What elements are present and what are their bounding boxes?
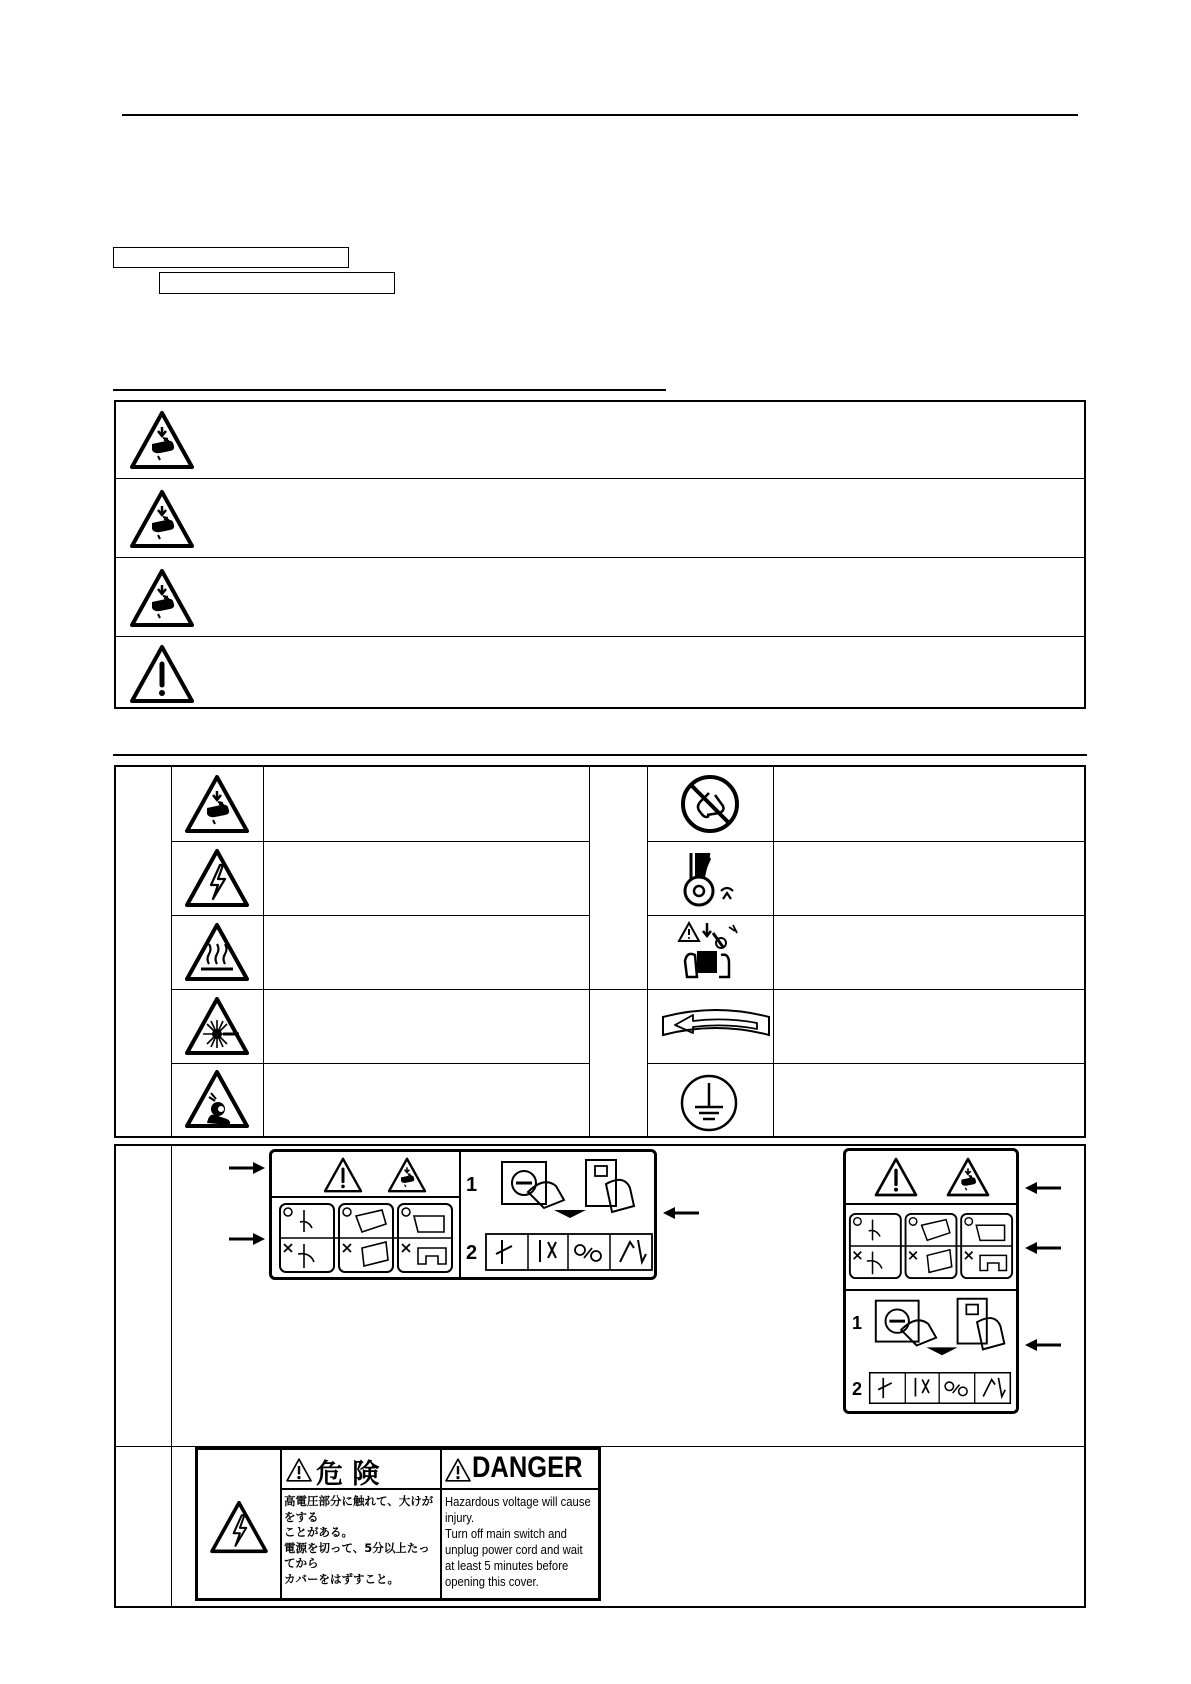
row-divider: [116, 636, 1084, 637]
warning-label-horizontal: [269, 1149, 657, 1280]
needle-area-do-dont-icon: [278, 1202, 454, 1274]
do-not-touch-icon: [679, 773, 741, 835]
row-divider: [647, 1063, 1086, 1064]
label-divider: [440, 1450, 442, 1598]
step-1-number: 1: [466, 1174, 478, 1196]
callout-arrow-icon: [229, 1231, 267, 1247]
danger-title-jp: 危 険: [316, 1459, 380, 1490]
belt-pinch-icon: [677, 847, 743, 909]
eye-injury-hazard-icon: [185, 1069, 249, 1131]
warning-label-vertical: [843, 1148, 1019, 1414]
row-divider: [116, 557, 1084, 558]
hand-crush-hazard-icon: [946, 1157, 990, 1197]
row-divider: [171, 841, 589, 842]
laser-hazard-icon: [185, 996, 249, 1056]
danger-text-en-line: Hazardous voltage will cause: [445, 1495, 591, 1509]
danger-text-en-line: unplug power cord and wait: [445, 1543, 583, 1557]
col-divider: [171, 1146, 172, 1608]
danger-title-en: DANGER: [472, 1451, 583, 1484]
power-switch-off-icon: [494, 1156, 646, 1220]
heading-bar-1: [113, 247, 349, 268]
row-divider: [171, 989, 589, 990]
section-rule-1: [113, 389, 666, 391]
hand-crush-hazard-icon: [130, 568, 194, 628]
row-divider: [589, 989, 1086, 990]
danger-text-jp-line: ことがある。: [284, 1525, 353, 1539]
hand-crush-hazard-icon: [130, 489, 194, 549]
maintenance-tasks-icon: [868, 1369, 1012, 1407]
label-divider: [280, 1450, 282, 1598]
row-divider: [171, 1063, 589, 1064]
electric-shock-icon: [185, 848, 249, 908]
protective-earth-icon: [678, 1073, 740, 1133]
step-2-number: 2: [466, 1242, 478, 1264]
danger-text-en-line: opening this cover.: [445, 1575, 539, 1589]
danger-text-jp-line: 高電圧部分に触れて、大けがをする: [284, 1494, 434, 1524]
symbols-table: [114, 765, 1086, 1138]
row-divider: [647, 915, 1086, 916]
label-divider: [459, 1152, 461, 1277]
danger-text-en-line: Turn off main switch and: [445, 1527, 567, 1541]
label-divider: [846, 1203, 1016, 1205]
header-rule: [122, 114, 1078, 116]
warning-triangle-icon: [286, 1458, 312, 1482]
col-divider: [773, 767, 774, 1138]
callout-arrow-icon: [1023, 1240, 1061, 1256]
label-divider: [846, 1289, 1016, 1291]
step-1-number: 1: [852, 1313, 863, 1333]
row-divider: [647, 841, 1086, 842]
rotation-direction-arrow-icon: [659, 1005, 773, 1045]
danger-label: [195, 1447, 601, 1601]
callout-arrow-icon: [661, 1205, 699, 1221]
danger-text-en: [445, 1494, 605, 1590]
step-2-number: 2: [852, 1379, 863, 1399]
col-divider: [171, 767, 172, 1138]
danger-text-en-line: at least 5 minutes before: [445, 1559, 569, 1573]
hot-surface-icon: [185, 922, 249, 982]
heading-bar-2: [159, 272, 395, 294]
col-divider: [263, 767, 264, 1138]
danger-text-en-line: injury.: [445, 1511, 475, 1525]
callout-arrow-icon: [1023, 1180, 1061, 1196]
power-switch-off-icon: [868, 1293, 1016, 1359]
hand-crush-hazard-icon: [185, 774, 249, 834]
section-rule-2: [113, 754, 1087, 756]
label-divider: [272, 1196, 459, 1198]
hand-crush-hazard-icon: [387, 1157, 427, 1193]
general-caution-icon: [130, 644, 194, 704]
col-divider: [589, 767, 590, 1138]
maintenance-tasks-icon: [484, 1232, 654, 1272]
hand-crush-hazard-icon: [130, 410, 194, 470]
precautions-table: [114, 400, 1086, 709]
warning-triangle-icon: [445, 1458, 471, 1482]
electric-shock-icon: [210, 1500, 268, 1554]
callout-arrow-icon: [229, 1160, 267, 1176]
danger-text-jp-line: カバーをはずすこと。: [284, 1571, 399, 1586]
row-divider: [116, 478, 1084, 479]
row-divider: [171, 915, 589, 916]
col-divider: [647, 767, 648, 1138]
general-caution-icon: [323, 1157, 363, 1193]
needle-hazard-icon: [677, 921, 745, 985]
needle-area-do-dont-icon: [848, 1209, 1014, 1283]
danger-text-jp-line: 電源を切って、5分以上たってから: [284, 1540, 430, 1570]
callout-arrow-icon: [1023, 1337, 1061, 1353]
general-caution-icon: [874, 1157, 918, 1197]
danger-text-jp: [284, 1494, 440, 1587]
